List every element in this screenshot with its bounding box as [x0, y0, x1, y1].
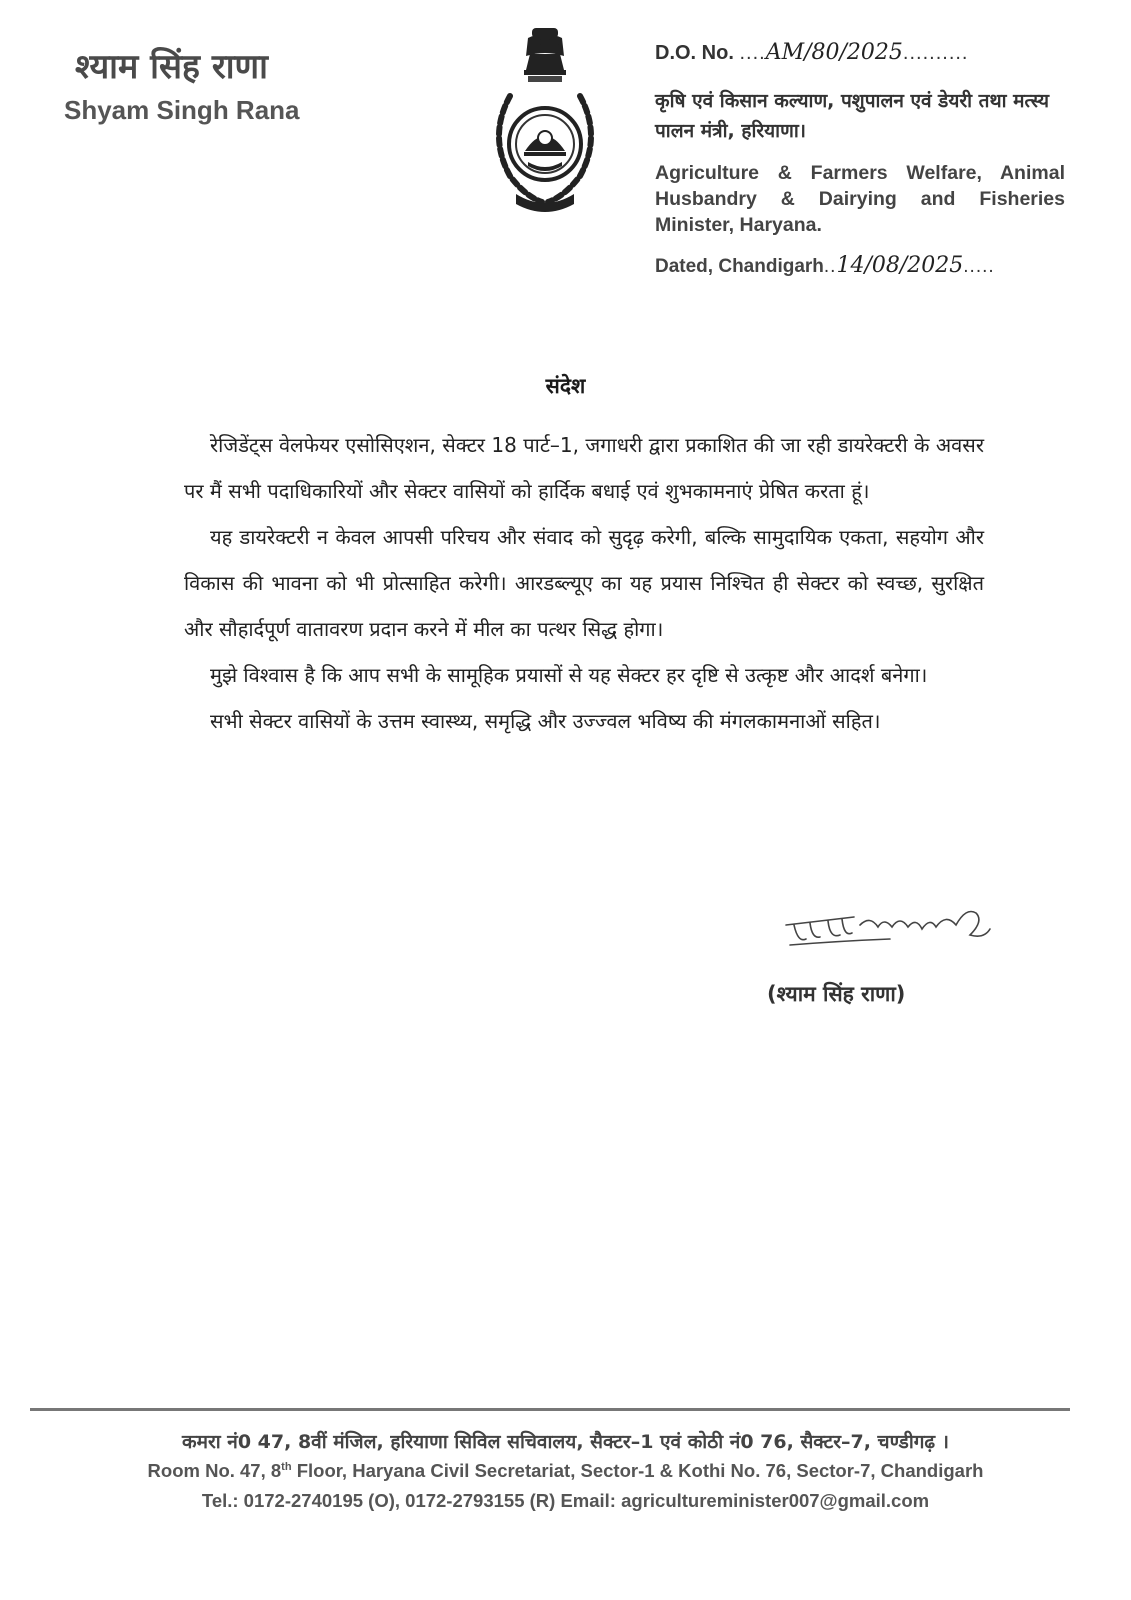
dated-label: Dated, Chandigarh	[655, 256, 824, 277]
do-label: D.O. No.	[655, 42, 734, 64]
letter-body	[184, 422, 984, 744]
footer-address-hindi: कमरा नं0 47, 8वीं मंजिल, हरियाणा सिविल सचिवालय, सैक्टर–1 एवं कोठी नं0 76, सैक्टर–7, चण्डीगढ़ ।	[182, 1431, 949, 1453]
minister-title-english: Agriculture & Farmers Welfare, Animal Husbandry & Dairying and Fisheries Minister, Haryana.	[655, 162, 1065, 236]
minister-title-hindi: कृषि एवं किसान कल्याण, पशुपालन एवं डेयरी तथा मत्स्य पालन मंत्री, हरियाणा।	[655, 90, 1050, 142]
footer-divider	[30, 1408, 1070, 1411]
date-handwritten: 14/08/2025	[836, 253, 964, 278]
do-number-line: D.O. No. ....AM/80/2025..........	[655, 40, 969, 65]
signatory-name: (श्याम सिंह राणा)	[767, 982, 906, 1006]
letter-paragraph: मुझे विश्वास है कि आप सभी के सामूहिक प्रयासों से यह सेक्टर हर दृष्टि से उत्कृष्ट और आदर्श बनेगा।	[210, 663, 928, 687]
haryana-state-emblem-icon	[480, 26, 610, 216]
letter-paragraph: सभी सेक्टर वासियों के उत्तम स्वास्थ्य, समृद्धि और उज्ज्वल भविष्य की मंगलकामनाओं सहित।	[210, 709, 881, 733]
letterhead-name-english: Shyam Singh Rana	[64, 95, 300, 125]
dated-line: Dated, Chandigarh..14/08/2025.....	[655, 253, 995, 278]
letter-subject: संदेश	[545, 374, 586, 398]
handwritten-signature	[780, 895, 1000, 955]
letter-paragraph: रेजिडेंट्स वेलफेयर एसोसिएशन, सेक्टर 18 पार्ट–1, जगाधरी द्वारा प्रकाशित की जा रही डायरेक्टरी के अवसर पर मैं सभी पदाधिकारियों और सेक्टर वासियों को हार्दिक बधाई एवं शुभकामनाएं प्रेषित करता हूं।	[184, 433, 984, 503]
footer-address-english: Room No. 47, 8th Floor, Haryana Civil Secretariat, Sector-1 & Kothi No. 76, Sector-7, Chandigarh	[147, 1460, 984, 1481]
letterhead-name-hindi: श्याम सिंह राणा	[75, 47, 268, 87]
footer-contact: Tel.: 0172-2740195 (O), 0172-2793155 (R) Email: agricultureminister007@gmail.com	[201, 1490, 930, 1511]
do-number-handwritten: AM/80/2025	[765, 40, 903, 65]
letter-paragraph: यह डायरेक्टरी न केवल आपसी परिचय और संवाद को सुदृढ़ करेगी, बल्कि सामुदायिक एकता, सहयोग और विकास की भावना को भी प्रोत्साहित करेगी। आरडब्ल्यूए का यह प्रयास निश्चित ही सेक्टर को स्वच्छ, सुरक्षित और सौहार्दपूर्ण वातावरण प्रदान करने में मील का पत्थर सिद्ध होगा।	[184, 525, 984, 641]
